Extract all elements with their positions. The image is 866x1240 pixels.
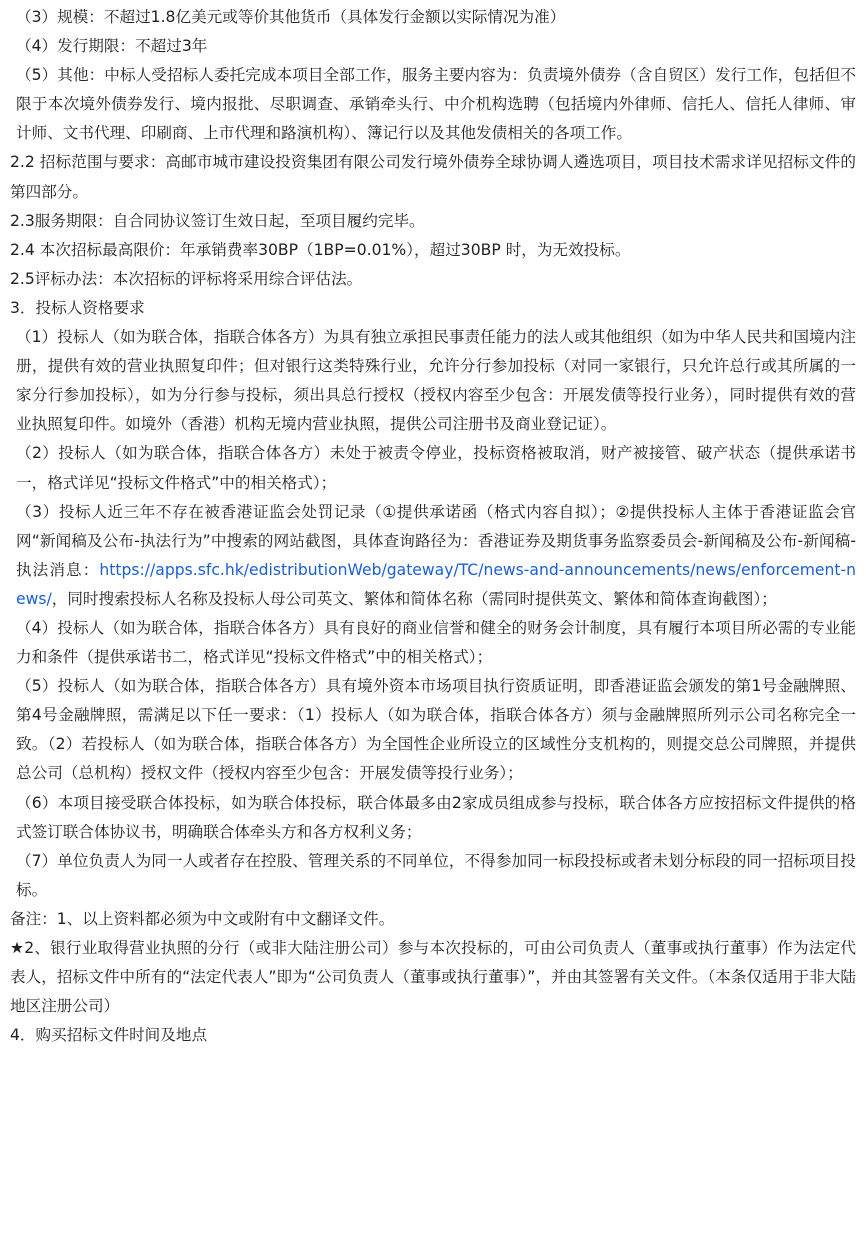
para-qual-2: （2）投标人（如为联合体，指联合体各方）未处于被责令停业，投标资格被取消，财产被接管、破产状态（提供承诺书一，格式详见“投标文件格式”中的相关格式）； bbox=[16, 444, 856, 492]
para-qual-7: （7）单位负责人为同一人或者存在控股、管理关系的不同单位，不得参加同一标段投标或者未划分标段的同一招标项目投标。 bbox=[16, 851, 856, 899]
para-other: （5）其他：中标人受招标人委托完成本项目全部工作，服务主要内容为：负责境外债券（含自贸区）发行工作，包括但不限于本次境外债券发行、境内报批、尽职调查、承销牵头行、中介机构选聘（包括境内外律师、信托人、信托人律师、审计师、文书代理、印刷商、上市代理和路演机构）、簿记行以及其他发债相关的各项工作。 bbox=[16, 66, 856, 143]
para-note-1: 备注：1、以上资料都必须为中文或附有中文翻译文件。 bbox=[10, 909, 395, 928]
para-service-period: 2.3服务期限：自合同协议签订生效日起，至项目履约完毕。 bbox=[10, 211, 425, 230]
para-qual-6: （6）本项目接受联合体投标，如为联合体投标，联合体最多由2家成员组成参与投标，联合体各方应按招标文件提供的格式签订联合体协议书，明确联合体牵头方和各方权利义务； bbox=[16, 793, 856, 841]
para-qual-5: （5）投标人（如为联合体，指联合体各方）具有境外资本市场项目执行资质证明，即香港证监会颁发的第1号金融牌照、第4号金融牌照，需满足以下任一要求：（1）投标人（如为联合体，指联合体各方）须与金融牌照所列示公司名称完全一致。（2）若投标人（如为联合体，指联合体各方）为全国性企业所设立的区域性分支机构的，则提交总公司牌照，并提供总公司（总机构）授权文件（授权内容至少包含：开展发债等投行业务）； bbox=[16, 677, 856, 783]
para-scope: 2.2 招标范围与要求：高邮市城市建设投资集团有限公司发行境外债券全球协调人遴选项目，项目技术需求详见招标文件的第四部分。 bbox=[10, 153, 856, 201]
para-qual-4: （4）投标人（如为联合体，指联合体各方）具有良好的商业信誉和健全的财务会计制度，具有履行本项目所必需的专业能力和条件（提供承诺书二，格式详见“投标文件格式”中的相关格式）； bbox=[16, 618, 856, 667]
section-heading-qualification: 3．投标人资格要求 bbox=[10, 298, 145, 317]
para-evaluation: 2.5评标办法：本次招标的评标将采用综合评估法。 bbox=[10, 269, 363, 288]
section-heading-purchase: 4．购买招标文件时间及地点 bbox=[10, 1026, 208, 1045]
para-qual-3-text-after: ，同时搜索投标人名称及投标人母公司英文、繁体和简体名称（需同时提供英文、繁体和简体查询截图）； bbox=[51, 589, 777, 608]
para-scale: （3）规模：不超过1.8亿美元或等价其他货币（具体发行金额以实际情况为准） bbox=[16, 8, 566, 26]
para-qual-1: （1）投标人（如为联合体，指联合体各方）为具有独立承担民事责任能力的法人或其他组织（如为中华人民共和国境内注册，提供有效的营业执照复印件；但对银行这类特殊行业，允许分行参加投标（对同一家银行，只允许总行或其所属的一家分行参加投标），如为分行参与投标，须出具总行授权（授权内容至少包含：开展发债等投行业务），同时提供有效的营业执照复印件。如境外（香港）机构无境内营业执照，提供公司注册书及商业登记证）。 bbox=[16, 328, 856, 434]
sfc-enforcement-news-link[interactable]: https://apps.sfc.hk/edistributionWeb/gateway/TC/news-and-announcements/news/enforcement-news/ bbox=[16, 560, 856, 608]
para-qual-3 bbox=[10, 498, 856, 614]
para-price-limit: 2.4 本次招标最高限价：年承销费率30BP（1BP=0.01%），超过30BP 时，为无效投标。 bbox=[10, 240, 631, 259]
para-term: （4）发行期限：不超过3年 bbox=[16, 37, 208, 56]
para-note-2: ★2、银行业取得营业执照的分行（或非大陆注册公司）参与本次投标的，可由公司负责人（董事或执行董事）作为法定代表人，招标文件中所有的“法定代表人”即为“公司负责人（董事或执行董事）”，并由其签署有关文件。（本条仅适用于非大陆地区注册公司） bbox=[10, 939, 856, 1016]
para-qual-3-text-before: （3）投标人近三年不存在被香港证监会处罚记录（①提供承诺函（格式内容自拟）；②提供投标人主体于香港证监会官网“新闻稿及公布-执法行为”中搜索的网站截图，具体查询路径为：香港证券及期货事务监察委员会-新闻稿及公布-新闻稿-执法消息： bbox=[16, 502, 856, 579]
